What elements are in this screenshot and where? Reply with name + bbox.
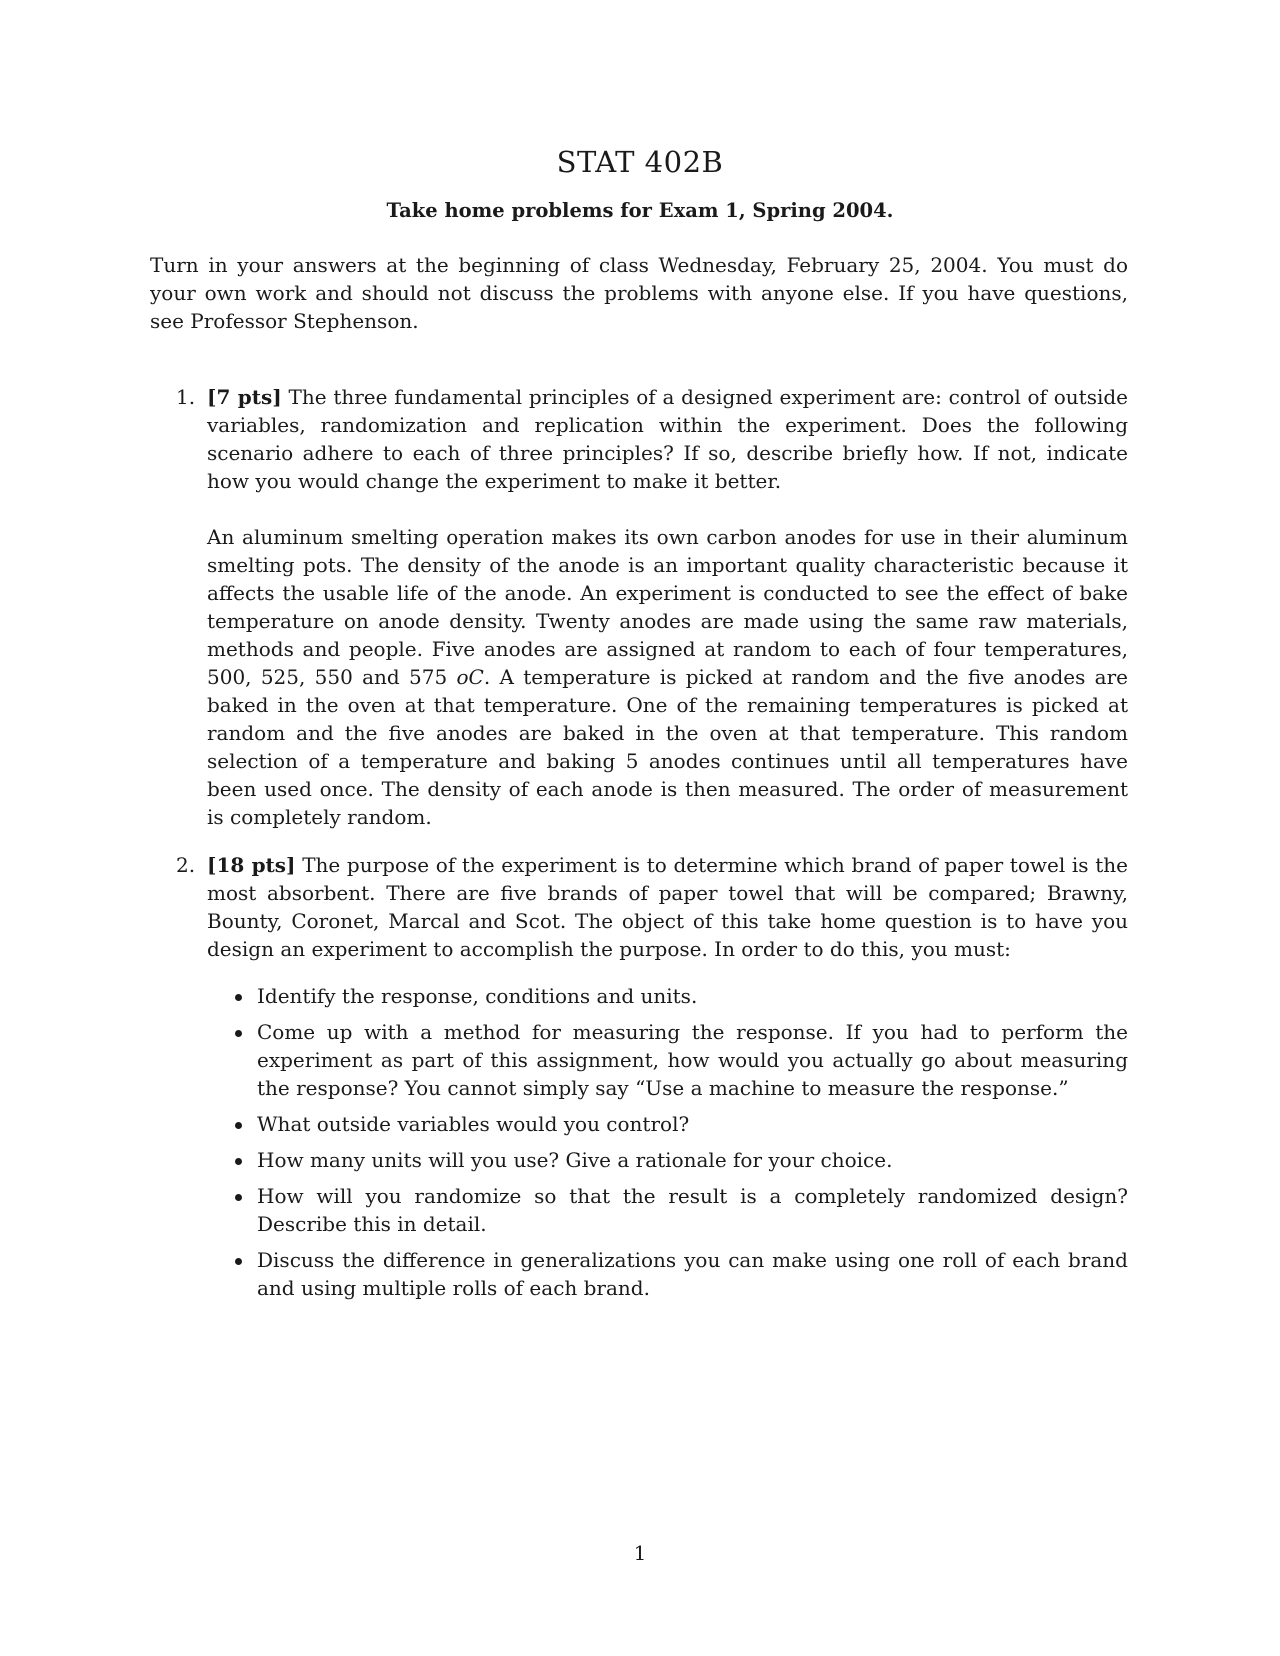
list-item-text: What outside variables would you control?: [257, 1112, 690, 1136]
problem-number: 2.: [176, 853, 196, 877]
page-subtitle: Take home problems for Exam 1, Spring 2004.: [386, 199, 894, 222]
instructions-paragraph: Turn in your answers at the beginning of class Wednesday, February 25, 2004. You must do your own work and should not discuss the problems with anyone else. If you have questions, see Professor Stephenson.: [150, 253, 1128, 333]
scenario-text-part1: An aluminum smelting operation makes its own carbon anodes for use in their aluminum smelting pots. The density of the anode is an important quality characteristic because it affects the usable life of the anode. An experiment is conducted to see the effect of bake temperature on anode density. Twenty anodes are made using the same raw materials, methods and people. Five anodes are assigned at random to each of four temperatures, 500, 525, 550 and 575: [207, 525, 1128, 689]
list-item: [257, 982, 1128, 1010]
list-item: [257, 1146, 1128, 1174]
bullet-icon: [235, 1194, 242, 1201]
problem-number: 1.: [176, 385, 196, 409]
temperature-unit: oC: [456, 665, 484, 689]
bullet-icon: [235, 994, 242, 1001]
scenario-text-part2: . A temperature is picked at random and the five anodes are baked in the oven at that temperature. One of the remaining temperatures is picked at random and the five anodes are baked in the oven at that temperature. This random selection of a temperature and baking 5 anodes continues until all temperatures have been used once. The density of each anode is then measured. The order of measurement is completely random.: [207, 665, 1128, 829]
list-item: [257, 1018, 1128, 1102]
problem-1: [150, 383, 1128, 831]
bullet-icon: [235, 1258, 242, 1265]
list-item-text: Identify the response, conditions and units.: [257, 984, 698, 1008]
problem-scenario: [207, 523, 1128, 831]
bullet-icon: [235, 1158, 242, 1165]
problem-list: [150, 383, 1128, 1310]
problem-2: [150, 851, 1128, 1302]
list-item-text: Discuss the difference in generalizations you can make using one roll of each brand and using multiple rolls of each brand.: [257, 1248, 1128, 1300]
problem-points: [18 pts]: [207, 853, 296, 877]
list-item-text: Come up with a method for measuring the response. If you had to perform the experiment as part of this assignment, how would you actually go about measuring the response? You cannot simply say “Use a machine to measure the response.”: [257, 1020, 1128, 1100]
problem-points: [7 pts]: [207, 385, 282, 409]
page-title: STAT 402B: [556, 145, 724, 179]
list-item: [257, 1182, 1128, 1238]
list-item-text: How will you randomize so that the result is a completely randomized design? Describe this in detail.: [257, 1184, 1128, 1236]
bullet-icon: [235, 1122, 242, 1129]
bullet-icon: [235, 1030, 242, 1037]
list-item: [257, 1246, 1128, 1302]
problem-text: The three fundamental principles of a designed experiment are: control of outside variables, randomization and replication within the experiment. Does the following scenario adhere to each of three principles? If so, describe briefly how. If not, indicate how you would change the experiment to make it better.: [207, 385, 1128, 493]
requirement-list: [207, 982, 1128, 1302]
page-number: 1: [633, 1541, 647, 1565]
list-item: [257, 1110, 1128, 1138]
problem-text: The purpose of the experiment is to determine which brand of paper towel is the most absorbent. There are five brands of paper towel that will be compared; Brawny, Bounty, Coronet, Marcal and Scot. The object of this take home question is to have you design an experiment to accomplish the purpose. In order to do this, you must:: [207, 853, 1128, 961]
list-item-text: How many units will you use? Give a rationale for your choice.: [257, 1148, 893, 1172]
